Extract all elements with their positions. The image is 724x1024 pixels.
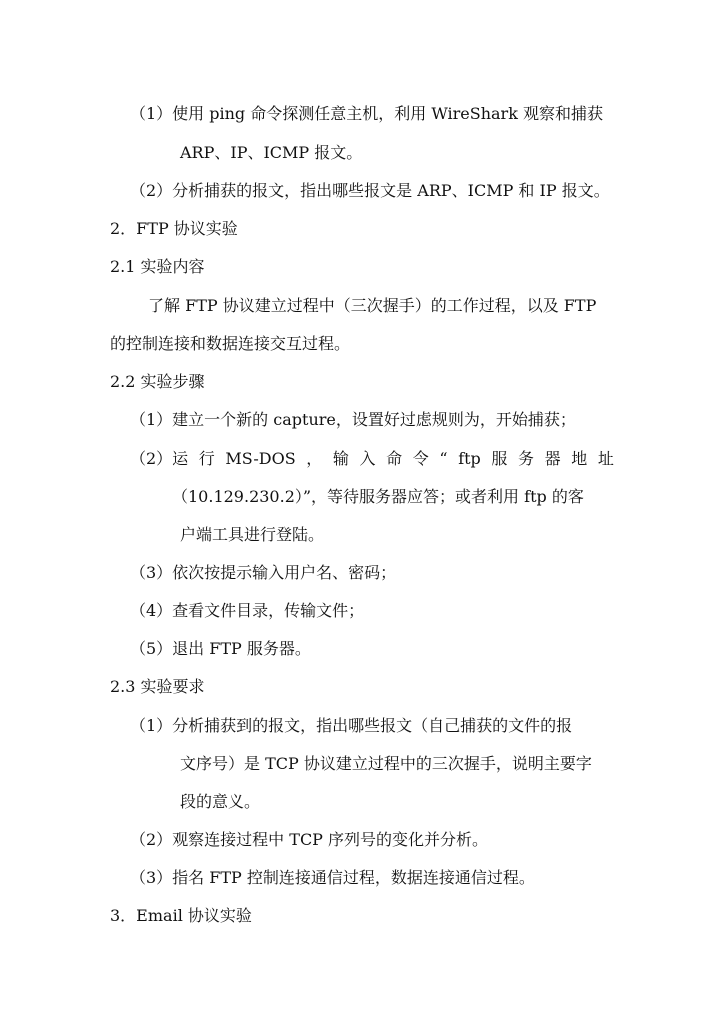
word: 行 — [198, 449, 215, 468]
requirement-1-line-1: （1）分析捕获到的报文，指出哪些报文（自己捕获的文件的报 — [130, 716, 573, 735]
requirement-3: （3）指名 FTP 控制连接通信过程，数据连接通信过程。 — [130, 868, 535, 887]
subheading-requirements: 2.3 实验要求 — [110, 677, 205, 696]
requirement-2: （2）观察连接过程中 TCP 序列号的变化并分析。 — [130, 830, 489, 849]
content-paragraph-line-1: 了解 FTP 协议建立过程中（三次握手）的工作过程，以及 FTP — [148, 296, 597, 315]
ftp-step-4: （4）查看文件目录，传输文件； — [130, 601, 365, 620]
step-2-analyze: （2）分析捕获的报文，指出哪些报文是 ARP、ICMP 和 IP 报文。 — [130, 181, 610, 200]
word: MS-DOS — [225, 449, 296, 468]
word: 服 — [491, 449, 508, 468]
word: 命 — [386, 449, 403, 468]
ftp-step-1: （1）建立一个新的 capture，设置好过虑规则为，开始捕获； — [130, 410, 576, 429]
word: 输 — [332, 449, 349, 468]
ftp-step-3: （3）依次按提示输入用户名、密码； — [130, 563, 397, 582]
word: （2）运 — [130, 449, 189, 468]
word: 地 — [571, 449, 588, 468]
word: “ — [439, 449, 448, 468]
subheading-steps: 2.2 实验步骤 — [110, 372, 205, 391]
section-heading-email: 3．Email 协议实验 — [110, 906, 252, 925]
ftp-step-2-line-2: （10.129.230.2）”，等待服务器应答；或者利用 ftp 的客 — [172, 487, 584, 506]
step-1-ping-line-1: （1）使用 ping 命令探测任意主机，利用 WireShark 观察和捕获 — [130, 104, 603, 123]
requirement-1-line-3: 段的意义。 — [180, 792, 261, 811]
ftp-step-2-line-3: 户端工具进行登陆。 — [180, 525, 325, 544]
ftp-step-5: （5）退出 FTP 服务器。 — [130, 639, 311, 658]
ftp-step-2-line-1 — [130, 449, 614, 469]
word: 入 — [359, 449, 376, 468]
word: 器 — [544, 449, 561, 468]
word: ftp — [458, 449, 481, 468]
subheading-content: 2.1 实验内容 — [110, 257, 205, 276]
section-heading-ftp: 2．FTP 协议实验 — [110, 219, 238, 238]
word: ， — [306, 449, 323, 468]
word: 令 — [412, 449, 429, 468]
content-paragraph-line-2: 的控制连接和数据连接交互过程。 — [110, 334, 351, 353]
step-1-ping-line-2: ARP、IP、ICMP 报文。 — [180, 143, 363, 162]
word: 址 — [597, 449, 614, 468]
word: 务 — [518, 449, 535, 468]
requirement-1-line-2: 文序号）是 TCP 协议建立过程中的三次握手，说明主要字 — [180, 754, 592, 773]
